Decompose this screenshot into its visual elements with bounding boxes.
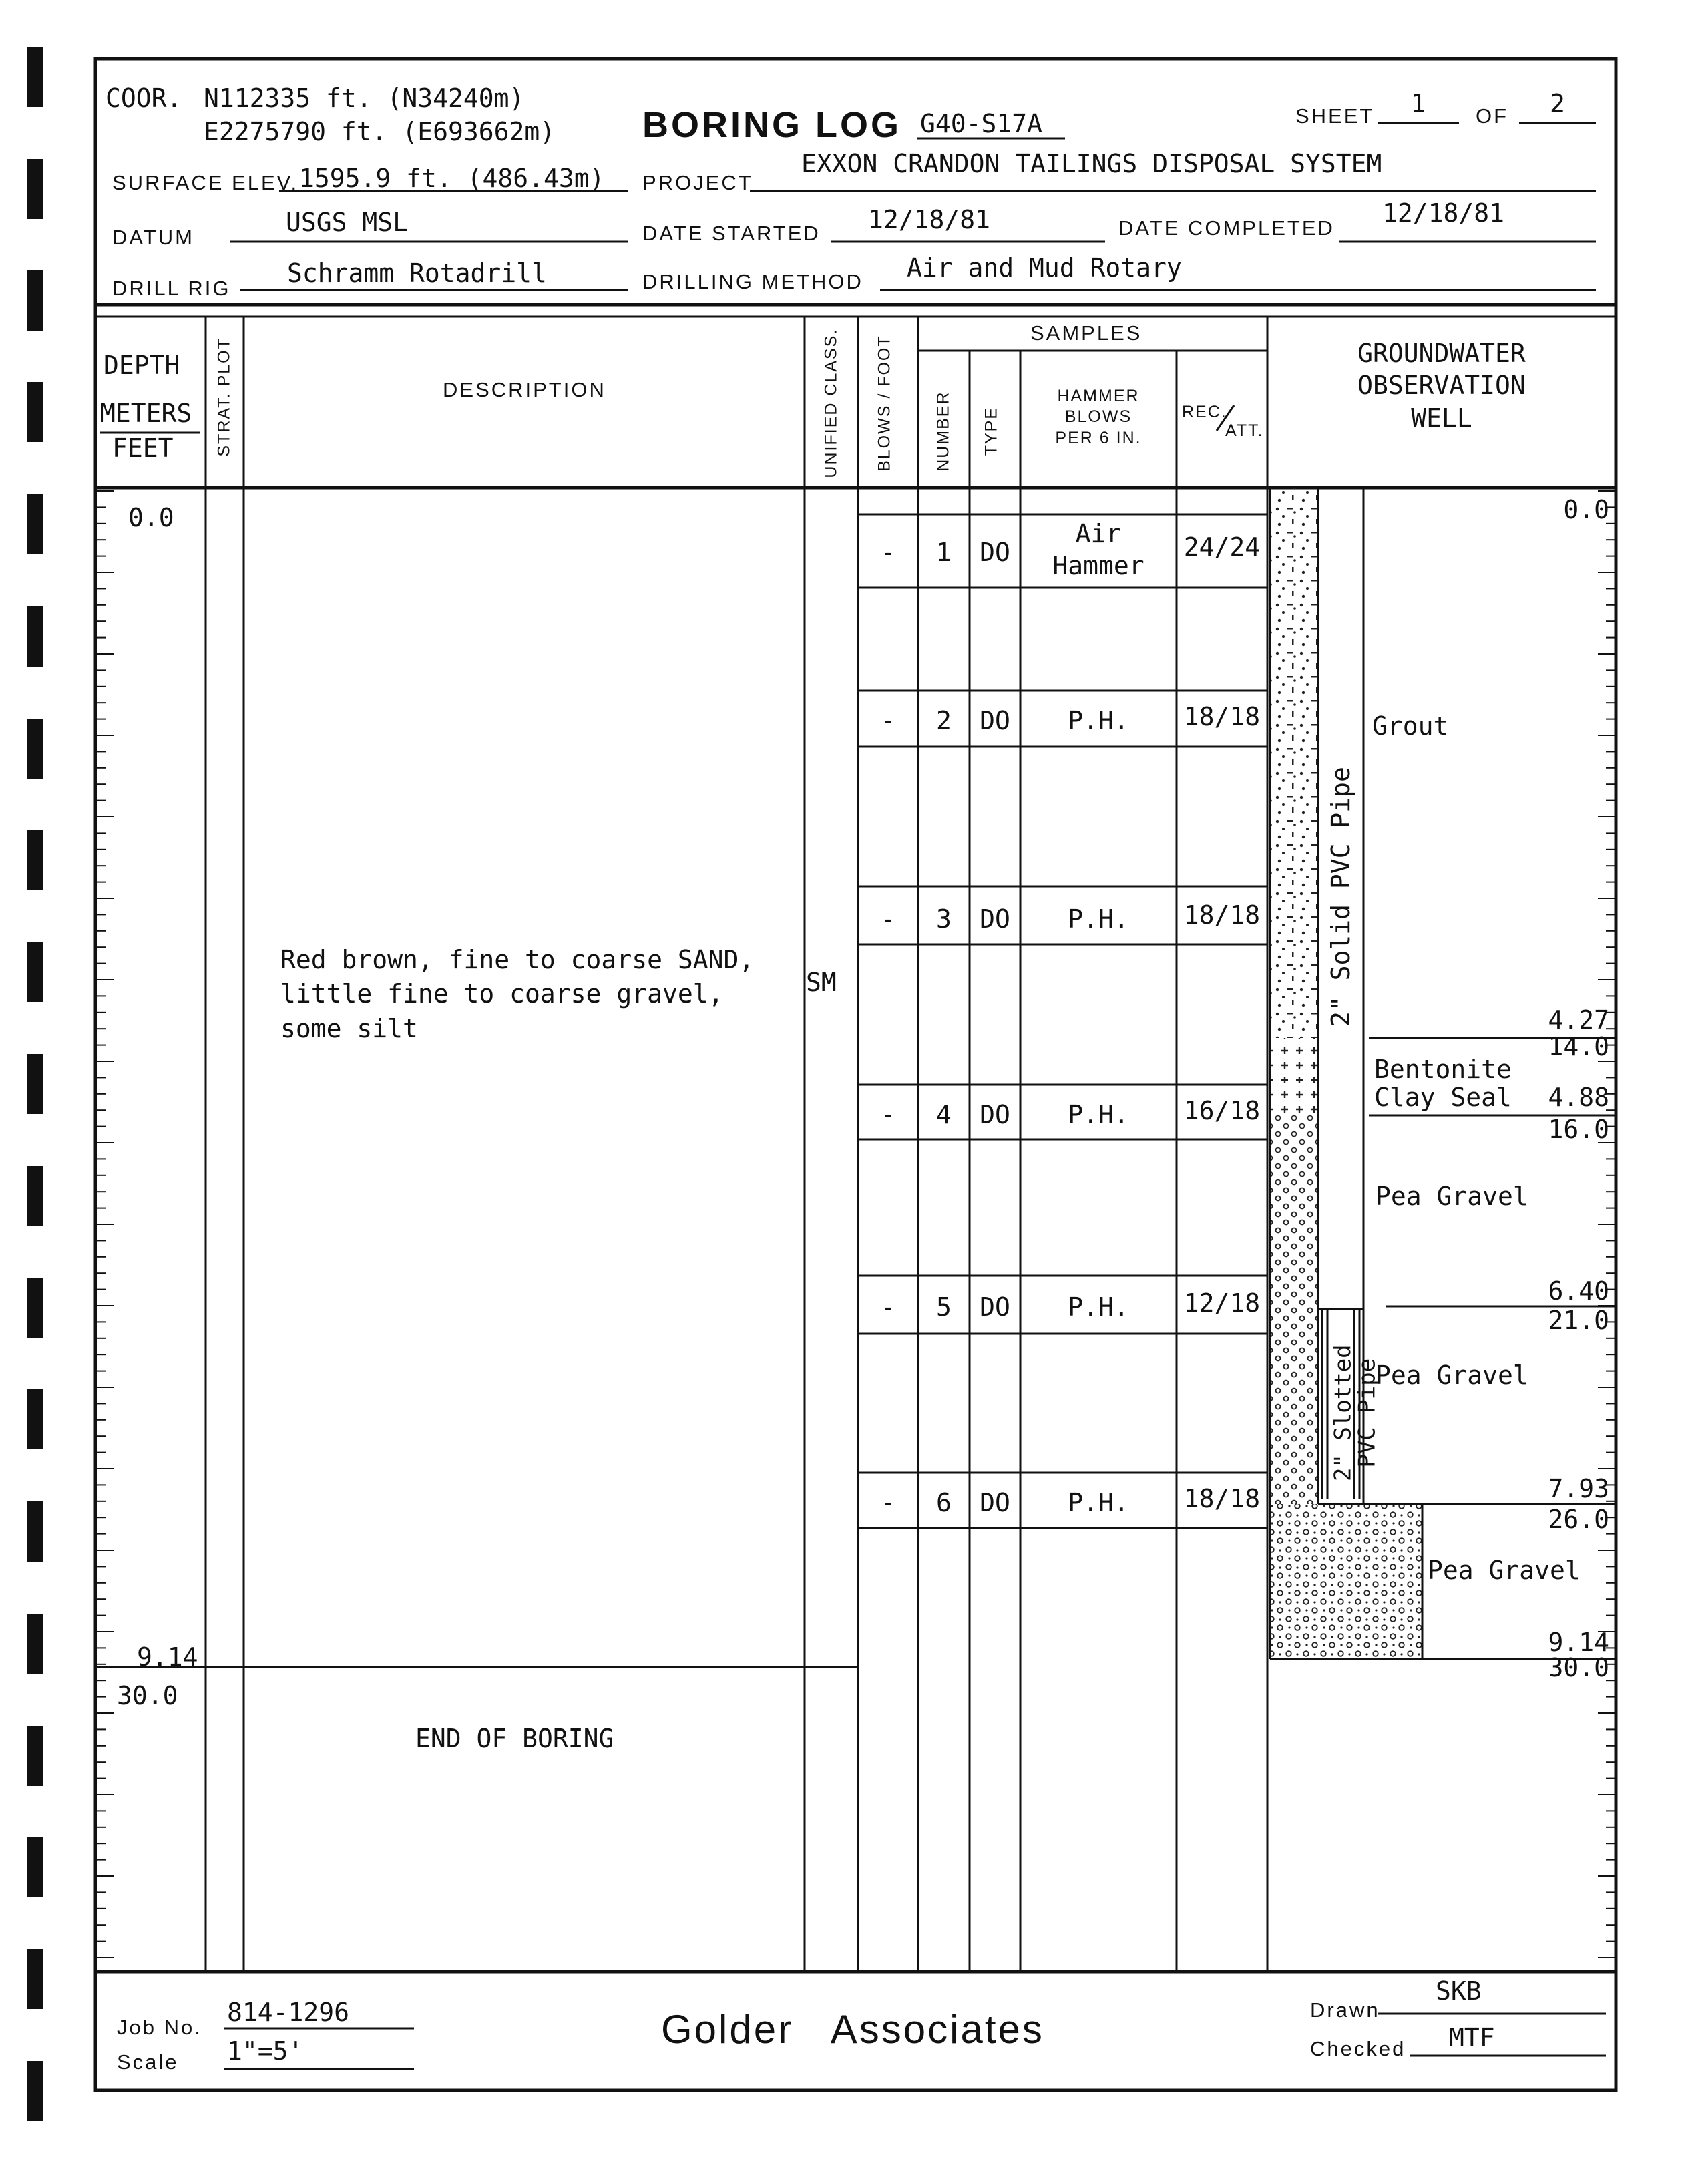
well-depth-6-40: 6.40 [1548, 1276, 1609, 1306]
col-type: TYPE [982, 406, 1001, 456]
col-gw-line3: WELL [1411, 403, 1472, 433]
log-id: G40-S17A [920, 109, 1043, 138]
sample-recovery: 18/18 [1183, 1484, 1261, 1513]
sample-recovery: 12/18 [1183, 1288, 1261, 1318]
sample-recovery: 18/18 [1183, 702, 1261, 731]
well-depth-14-0: 14.0 [1548, 1032, 1609, 1061]
description-line1: Red brown, fine to coarse SAND, [280, 945, 755, 974]
col-rec: REC. [1182, 403, 1227, 421]
sample-blows: - [880, 1292, 896, 1322]
col-meters: METERS [100, 399, 192, 428]
description-line3: some silt [280, 1013, 418, 1043]
of-label: OF [1476, 104, 1509, 128]
sample-blows: - [880, 538, 896, 567]
surface-elev: 1595.9 ft. (486.43m) [299, 164, 605, 193]
drill-rig-label: DRILL RIG [112, 277, 231, 300]
sample-number: 1 [936, 538, 952, 567]
well-depth-7-93: 7.93 [1548, 1474, 1609, 1503]
well-grout-label: Grout [1372, 711, 1449, 741]
col-att: ATT. [1225, 421, 1264, 440]
project-name: EXXON CRANDON TAILINGS DISPOSAL SYSTEM [801, 149, 1382, 178]
coor-label: COOR. [106, 83, 182, 113]
col-number: NUMBER [933, 391, 953, 472]
scale-value: 1"=5' [227, 2036, 304, 2066]
sample-type: DO [980, 706, 1010, 735]
well-pea-gravel-2: Pea Gravel [1376, 1360, 1528, 1390]
col-gw-line2: OBSERVATION [1357, 371, 1526, 401]
description-line2: little fine to coarse gravel, [280, 979, 724, 1009]
col-hammer-line1: HAMMER [1057, 387, 1140, 405]
sample-hammer: Air [1075, 519, 1122, 548]
job-no-label: Job No. [117, 2016, 202, 2039]
depth-top-feet: 0.0 [128, 503, 174, 532]
drilling-method-label: DRILLING METHOD [642, 270, 863, 293]
well-depth-4-27: 4.27 [1548, 1005, 1609, 1035]
checked-label: Checked [1310, 2037, 1406, 2060]
sample-blows: - [880, 1488, 896, 1517]
sample-hammer: P.H. [1068, 904, 1129, 934]
sample-type: DO [980, 904, 1010, 934]
well-pea-gravel-1: Pea Gravel [1376, 1181, 1528, 1211]
well-clay-seal-label: Clay Seal [1374, 1083, 1512, 1112]
sample-hammer-2: Hammer [1052, 551, 1144, 580]
col-gw-line1: GROUNDWATER [1357, 339, 1526, 368]
sheet-label: SHEET [1295, 104, 1375, 128]
sample-recovery: 16/18 [1183, 1096, 1261, 1125]
coor-north: N112335 ft. (N34240m) [204, 83, 525, 113]
sample-type: DO [980, 538, 1010, 567]
sample-blows: - [880, 1100, 896, 1129]
sample-hammer: P.H. [1068, 1292, 1129, 1322]
sample-number: 5 [936, 1292, 952, 1322]
date-completed: 12/18/81 [1382, 198, 1505, 228]
coor-east: E2275790 ft. (E693662m) [204, 117, 556, 146]
drilling-method: Air and Mud Rotary [907, 253, 1182, 283]
date-started-label: DATE STARTED [642, 222, 821, 245]
well-depth-9-14: 9.14 [1548, 1628, 1609, 1657]
drawn-label: Drawn [1310, 1998, 1380, 2022]
page-title: BORING LOG [642, 105, 901, 145]
datum-value: USGS MSL [286, 208, 409, 237]
sample-blows: - [880, 706, 896, 735]
sample-number: 6 [936, 1488, 952, 1517]
sample-number: 3 [936, 904, 952, 934]
sample-hammer: P.H. [1068, 1488, 1129, 1517]
scale-label: Scale [117, 2050, 179, 2074]
well-pea-gravel-3: Pea Gravel [1428, 1556, 1581, 1585]
well-depth-16-0: 16.0 [1548, 1115, 1609, 1144]
well-bentonite-label: Bentonite [1374, 1055, 1512, 1084]
job-no: 814-1296 [227, 1998, 350, 2027]
sample-number: 4 [936, 1100, 952, 1129]
drawn-by: SKB [1436, 1976, 1482, 2006]
company-name: Golder Associates [661, 2007, 1044, 2052]
checked-by: MTF [1449, 2023, 1495, 2052]
sample-type: DO [980, 1100, 1010, 1129]
well-slotted-line1: 2" Slotted [1329, 1344, 1357, 1482]
datum-label: DATUM [112, 226, 194, 249]
sample-type: DO [980, 1292, 1010, 1322]
well-depth-30-0: 30.0 [1548, 1653, 1609, 1682]
date-started: 12/18/81 [868, 205, 991, 234]
well-slotted-pipe-label [1331, 1333, 1379, 1493]
sample-hammer: P.H. [1068, 1100, 1129, 1129]
depth-bottom-feet: 30.0 [117, 1681, 178, 1710]
well-depth-top: 0.0 [1563, 495, 1609, 524]
sheet-number: 1 [1410, 89, 1426, 118]
uscs-class: SM [806, 968, 837, 997]
depth-bottom-meters: 9.14 [137, 1642, 198, 1672]
col-groundwater-well [1267, 337, 1616, 434]
sample-recovery: 24/24 [1183, 532, 1261, 562]
col-samples: SAMPLES [1030, 321, 1142, 345]
col-depth: DEPTH [103, 351, 180, 380]
col-hammer-line2: BLOWS [1064, 407, 1132, 427]
col-feet: FEET [112, 433, 174, 463]
col-hammer-line3: PER 6 IN. [1055, 428, 1142, 447]
end-of-boring: END OF BORING [415, 1724, 614, 1753]
col-blows-foot: BLOWS / FOOT [875, 335, 894, 472]
date-completed-label: DATE COMPLETED [1118, 216, 1335, 240]
well-slotted-line2: PVC Pipe [1353, 1358, 1380, 1468]
sample-type: DO [980, 1488, 1010, 1517]
well-depth-21-0: 21.0 [1548, 1306, 1609, 1335]
drill-rig: Schramm Rotadrill [287, 258, 547, 288]
sample-recovery: 18/18 [1183, 900, 1261, 930]
sheet-total: 2 [1550, 89, 1565, 118]
sample-blows: - [880, 904, 896, 934]
surface-elev-label: SURFACE ELEV. [112, 171, 299, 194]
sample-hammer: P.H. [1068, 706, 1129, 735]
well-depth-4-88: 4.88 [1548, 1083, 1609, 1112]
col-hammer [1020, 386, 1177, 449]
col-unified-class: UNIFIED CLASS. [821, 328, 841, 478]
well-solid-pipe-label: 2" Solid PVC Pipe [1326, 767, 1355, 1027]
project-label: PROJECT [642, 171, 753, 194]
col-strat-plot: STRAT. PLOT [214, 337, 234, 457]
sample-number: 2 [936, 706, 952, 735]
col-description: DESCRIPTION [443, 378, 606, 401]
soil-description [280, 943, 754, 1046]
well-depth-26-0: 26.0 [1548, 1505, 1609, 1534]
